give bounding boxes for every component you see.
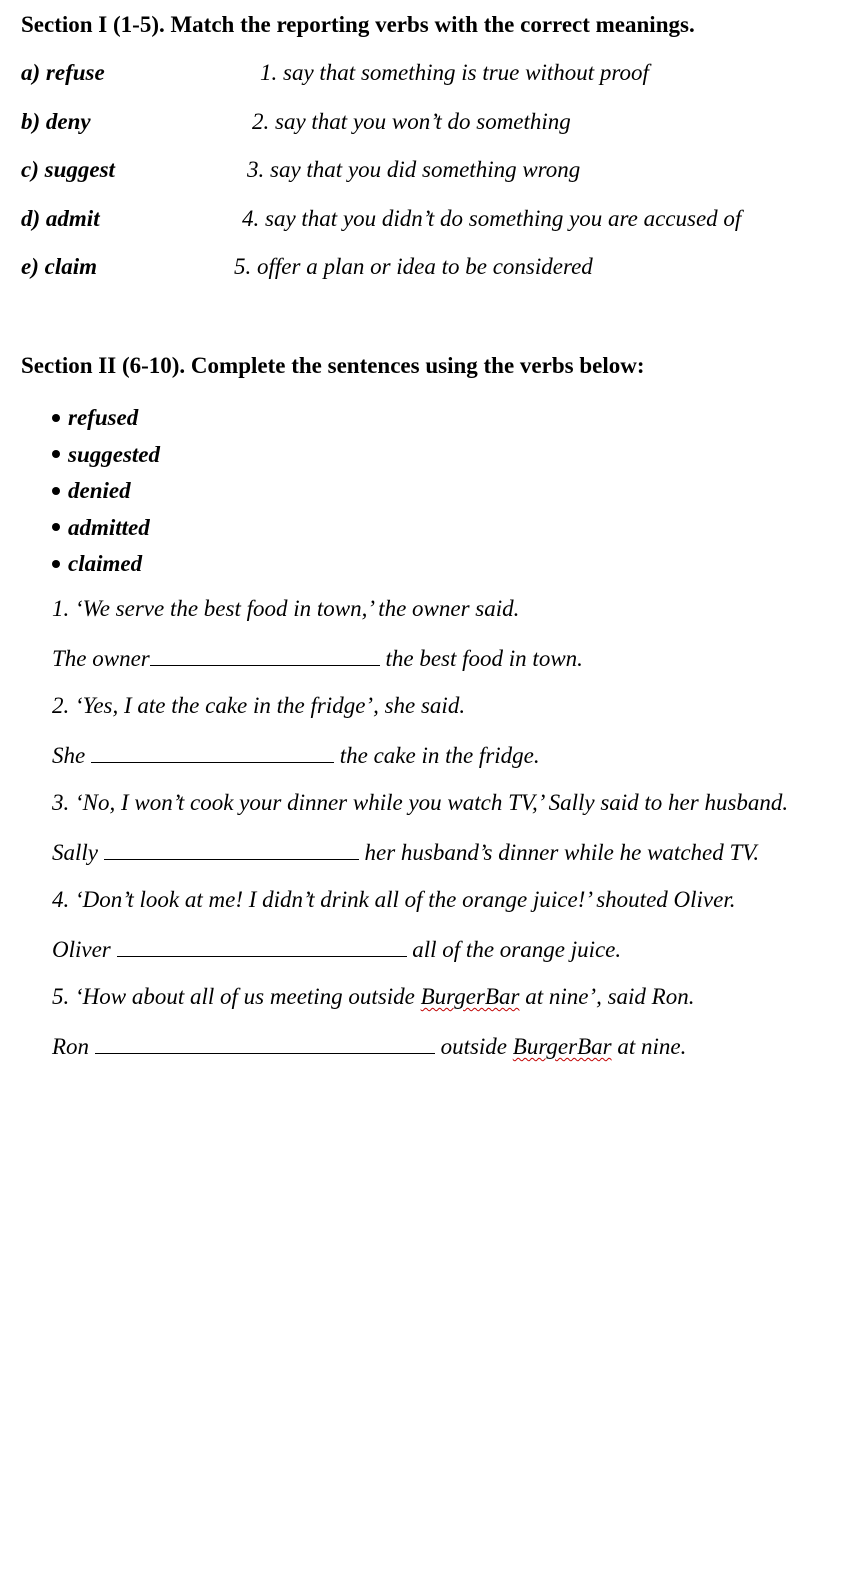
match-meaning: 2. say that you won’t do something (252, 109, 571, 134)
section-2-heading: Section II (6-10). Complete the sentences using the verbs below: (21, 353, 645, 378)
sentence-subject: Ron (52, 1034, 95, 1059)
match-meaning: 5. offer a plan or idea to be considered (234, 254, 593, 279)
quote-text: at nine’, said Ron. (519, 984, 695, 1009)
match-meaning: 4. say that you didn’t do something you are accused of (242, 206, 742, 231)
match-row (21, 254, 841, 284)
brand-name: BurgerBar (420, 984, 520, 1009)
bullet-icon (52, 414, 60, 422)
list-item (52, 510, 160, 547)
verb-option: admitted (68, 514, 150, 540)
question-sentence (52, 742, 540, 769)
question-quote: 2. ‘Yes, I ate the cake in the fridge’, she said. (52, 693, 466, 718)
sentence-rest: at nine. (611, 1034, 687, 1059)
answer-blank[interactable] (95, 1033, 435, 1054)
verb-option: refused (68, 405, 139, 430)
brand-name: BurgerBar (512, 1034, 612, 1059)
question-quote: 4. ‘Don’t look at me! I didn’t drink all of the orange juice!’ shouted Oliver. (52, 887, 736, 912)
question-sentence (52, 839, 759, 866)
list-item (52, 473, 160, 510)
question-quote: 1. ‘We serve the best food in town,’ the owner said. (52, 596, 520, 621)
answer-blank[interactable] (104, 839, 359, 860)
sentence-subject: The owner (52, 646, 150, 671)
verb-option: denied (68, 478, 131, 503)
match-verb: b) deny (21, 109, 91, 134)
bullet-icon (52, 487, 60, 495)
bullet-icon (52, 523, 60, 531)
bullet-icon (52, 450, 60, 458)
list-item (52, 546, 160, 583)
sentence-rest: all of the orange juice. (406, 937, 622, 962)
list-item (52, 400, 160, 437)
sentence-subject: She (52, 743, 91, 768)
sentence-rest: the best food in town. (379, 646, 583, 671)
match-row (21, 157, 841, 187)
question-quote: 3. ‘No, I won’t cook your dinner while you watch TV,’ Sally said to her husband. (52, 790, 789, 815)
match-row (21, 206, 841, 236)
match-verb: e) claim (21, 254, 97, 279)
match-verb: d) admit (21, 206, 100, 231)
match-verb: c) suggest (21, 157, 115, 182)
verb-list (52, 400, 160, 583)
match-verb: a) refuse (21, 60, 105, 85)
verb-option: suggested (68, 441, 160, 467)
section-1-heading: Section I (1-5). Match the reporting verbs with the correct meanings. (21, 12, 695, 37)
list-item (52, 437, 160, 474)
quote-text: 5. ‘How about all of us meeting outside (52, 984, 421, 1009)
sentence-rest: the cake in the fridge. (333, 743, 540, 768)
answer-blank[interactable] (117, 936, 407, 957)
match-meaning: 3. say that you did something wrong (247, 157, 581, 182)
answer-blank[interactable] (91, 742, 334, 763)
answer-blank[interactable] (150, 645, 380, 666)
match-meaning: 1. say that something is true without proof (260, 60, 649, 85)
sentence-rest: outside (434, 1034, 513, 1059)
sentence-rest: her husband’s dinner while he watched TV. (358, 840, 760, 865)
bullet-icon (52, 560, 60, 568)
match-row (21, 109, 841, 139)
sentence-subject: Sally (52, 840, 104, 865)
question-quote (52, 984, 694, 1010)
question-sentence (52, 1033, 686, 1060)
sentence-subject: Oliver (52, 937, 117, 962)
question-sentence (52, 936, 621, 963)
question-sentence (52, 645, 583, 672)
verb-option: claimed (68, 551, 143, 576)
match-row (21, 60, 841, 90)
